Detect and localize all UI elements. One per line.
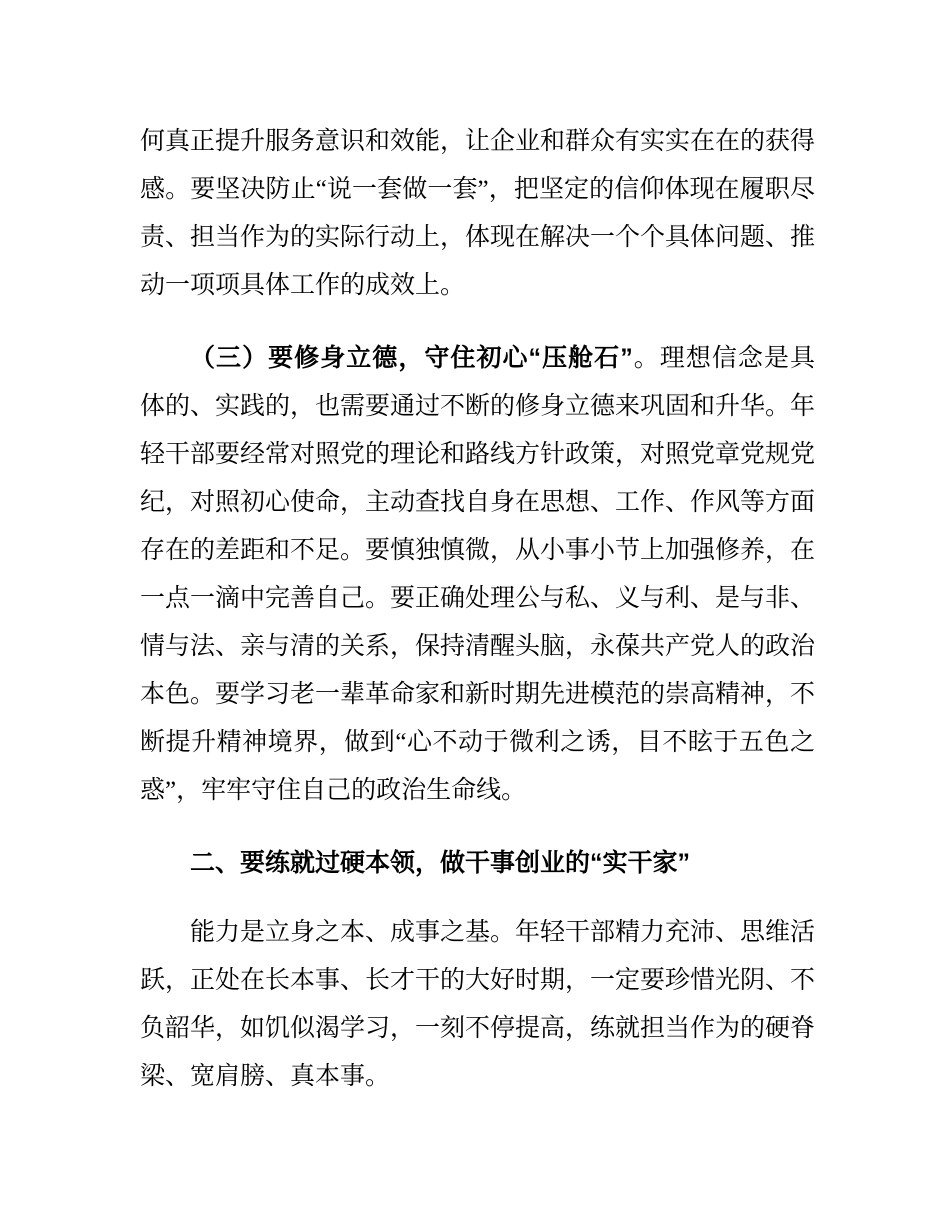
document-text-block: [140, 118, 815, 1101]
paragraph-text: 。理想信念是具体的、实践的，也需要通过不断的修身立德来巩固和升华。年轻干部要经常对照党的理论和路线方针政策，对照党章党规党纪，对照初心使命，主动查找自身在思想、工作、作风等方面存在的差距和不足。要慎独慎微，从小事小节上加强修养，在一点一滴中完善自己。要正确处理公与私、义与利、是与非、情与法、亲与清的关系，保持清醒头脑，永葆共产党人的政治本色。要学习老一辈革命家和新时期先进模范的崇高精神，不断提升精神境界，做到“心不动于微利之诱，目不眩于五色之惑”，牢牢守住自己的政治生命线。: [140, 345, 816, 804]
paragraph-with-subheading: [140, 334, 815, 815]
paragraph-text: 能力是立身之本、成事之基。年轻干部精力充沛、思维活跃，正处在长本事、长才干的大好时期，一定要珍惜光阴、不负韶华，如饥似渴学习，一刻不停提高，练就担当作为的硬脊梁、宽肩膀、真本事。: [140, 919, 816, 1090]
paragraph-text: 何真正提升服务意识和效能，让企业和群众有实实在在的获得感。要坚决防止“说一套做一套”，把坚定的信仰体现在履职尽责、担当作为的实际行动上，体现在解决一个个具体问题、推动一项项具体工作的成效上。: [140, 128, 816, 299]
section-heading: [140, 839, 815, 887]
paragraph: [140, 909, 815, 1101]
section-heading-text: 二、要练就过硬本领，做干事创业的“实干家”: [190, 849, 691, 877]
subheading-bold-lead: （三）要修身立德，守住初心“压舱石”: [190, 344, 633, 372]
paragraph-continuation: [140, 118, 815, 310]
